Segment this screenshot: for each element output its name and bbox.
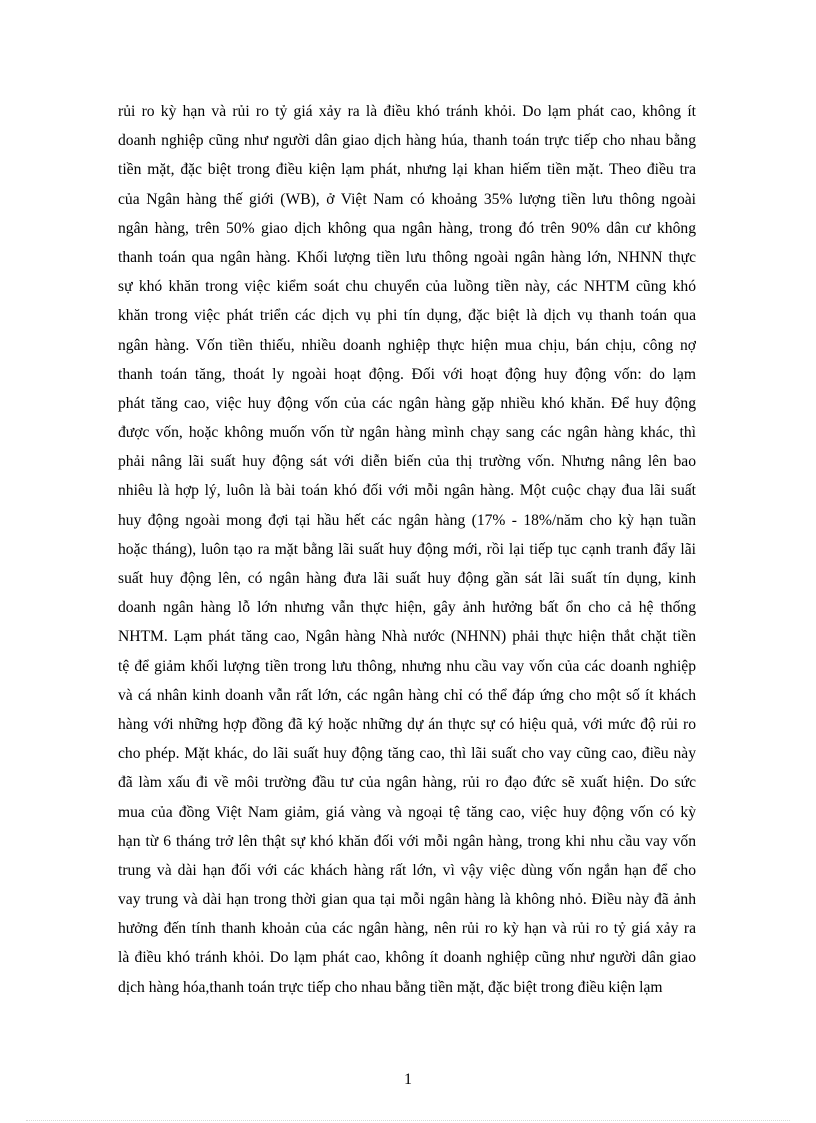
text-line: hạn từ 6 tháng trở lên thật sự khó khăn đối với mỗi ngân hàng, trong khi nhu cầu vay vốn	[118, 832, 696, 850]
text-line: nhiêu là hợp lý, luôn là bài toán khó đối với mỗi ngân hàng. Một cuộc chạy đua lãi suất	[118, 482, 696, 500]
text-line: trung và dài hạn đối với các khách hàng rất lớn, vì vậy việc dùng vốn ngắn hạn để cho	[118, 861, 696, 879]
text-line: thanh toán tăng, thoát ly ngoài hoạt động. Đối với hoạt động huy động vốn: do lạm	[118, 365, 696, 383]
text-line: rủi ro kỳ hạn và rủi ro tỷ giá xảy ra là điều khó tránh khỏi. Do lạm phát cao, không ít	[118, 103, 696, 120]
page-bottom-divider	[26, 1120, 790, 1121]
page-number: 1	[404, 1071, 412, 1088]
text-line: hưởng đến tính thanh khoản của các ngân hàng, nên rủi ro kỳ hạn và rủi ro tỷ giá xảy ra	[118, 920, 696, 938]
text-line: NHTM. Lạm phát tăng cao, Ngân hàng Nhà nước (NHNN) phải thực hiện thắt chặt tiền	[118, 628, 696, 646]
body-paragraph	[118, 97, 696, 1002]
text-line: suất huy động lên, có ngân hàng đưa lãi suất huy động gần sát lãi suất tín dụng, kinh	[118, 570, 696, 587]
text-line: và cá nhân kinh doanh vẫn rất lớn, các ngân hàng chỉ có thể đáp ứng cho một số ít khách	[118, 686, 696, 704]
text-line: phát tăng cao, việc huy động vốn của các ngân hàng gặp nhiều khó khăn. Để huy động	[118, 394, 696, 412]
text-line: huy động ngoài mong đợi tại hầu hết các ngân hàng (17% - 18%/năm cho kỳ hạn tuần	[118, 511, 696, 529]
text-line: cho phép. Mặt khác, do lãi suất huy động tăng cao, thì lãi suất cho vay cũng cao, điều này	[118, 745, 696, 763]
text-line: hoặc tháng), luôn tạo ra mặt bằng lãi suất huy động mới, rồi lại tiếp tục cạnh tranh đẩy lãi	[118, 540, 696, 558]
text-line: doanh ngân hàng lỗ lớn nhưng vẫn thực hiện, gây ảnh hưởng bất ổn cho cả hệ thống	[118, 599, 696, 617]
text-line: ngân hàng. Vốn tiền thiếu, nhiều doanh nghiệp thực hiện mua chịu, bán chịu, công nợ	[118, 336, 696, 354]
text-line: mua của đồng Việt Nam giảm, giá vàng và ngoại tệ tăng cao, việc huy động vốn có kỳ	[118, 803, 696, 821]
text-line: được vốn, hoặc không muốn vốn từ ngân hàng mình chạy sang các ngân hàng khác, thì	[118, 424, 696, 442]
text-line: ngân hàng, trên 50% giao dịch không qua ngân hàng, trong đó trên 90% dân cư không	[118, 219, 696, 237]
text-line: dịch hàng hóa,thanh toán trực tiếp cho nhau bằng tiền mặt, đặc biệt trong điều kiện lạm	[118, 978, 663, 996]
text-line: doanh nghiệp cũng như người dân giao dịch hàng húa, thanh toán trực tiếp cho nhau bằng	[118, 132, 696, 150]
text-line: là điều khó tránh khỏi. Do lạm phát cao, không ít doanh nghiệp cũng như người dân giao	[118, 949, 696, 967]
text-line: của Ngân hàng thế giới (WB), ở Việt Nam có khoảng 35% lượng tiền lưu thông ngoài	[118, 190, 696, 208]
text-line: thanh toán qua ngân hàng. Khối lượng tiền lưu thông ngoài ngân hàng lớn, NHNN thực	[118, 248, 696, 266]
text-line: tiền mặt, đặc biệt trong điều kiện lạm phát, nhưng lại khan hiếm tiền mặt. Theo điều tra	[118, 161, 696, 179]
text-line: phải nâng lãi suất huy động sát với diễn biến của thị trường vốn. Nhưng nâng lên bao	[118, 453, 696, 471]
text-line: đã làm xấu đi về môi trường đầu tư của ngân hàng, rủi ro đạo đức sẽ xuất hiện. Do sức	[118, 774, 696, 792]
text-line: hàng với những hợp đồng đã ký hoặc những dự án thực sự có hiệu quả, với mức độ rủi ro	[118, 715, 696, 733]
text-line: tệ để giảm khối lượng tiền trong lưu thông, nhưng nhu cầu vay vốn của các doanh nghiệp	[118, 657, 696, 675]
text-line: khăn trong việc phát triển các dịch vụ phi tín dụng, đặc biệt là dịch vụ thanh toán qua	[118, 307, 696, 325]
text-line: sự khó khăn trong việc kiểm soát chu chuyển của luồng tiền này, các NHTM cũng khó	[118, 278, 696, 296]
text-line: vay trung và dài hạn trong thời gian qua tại mỗi ngân hàng là không nhỏ. Điều này đã ảnh	[118, 891, 696, 909]
